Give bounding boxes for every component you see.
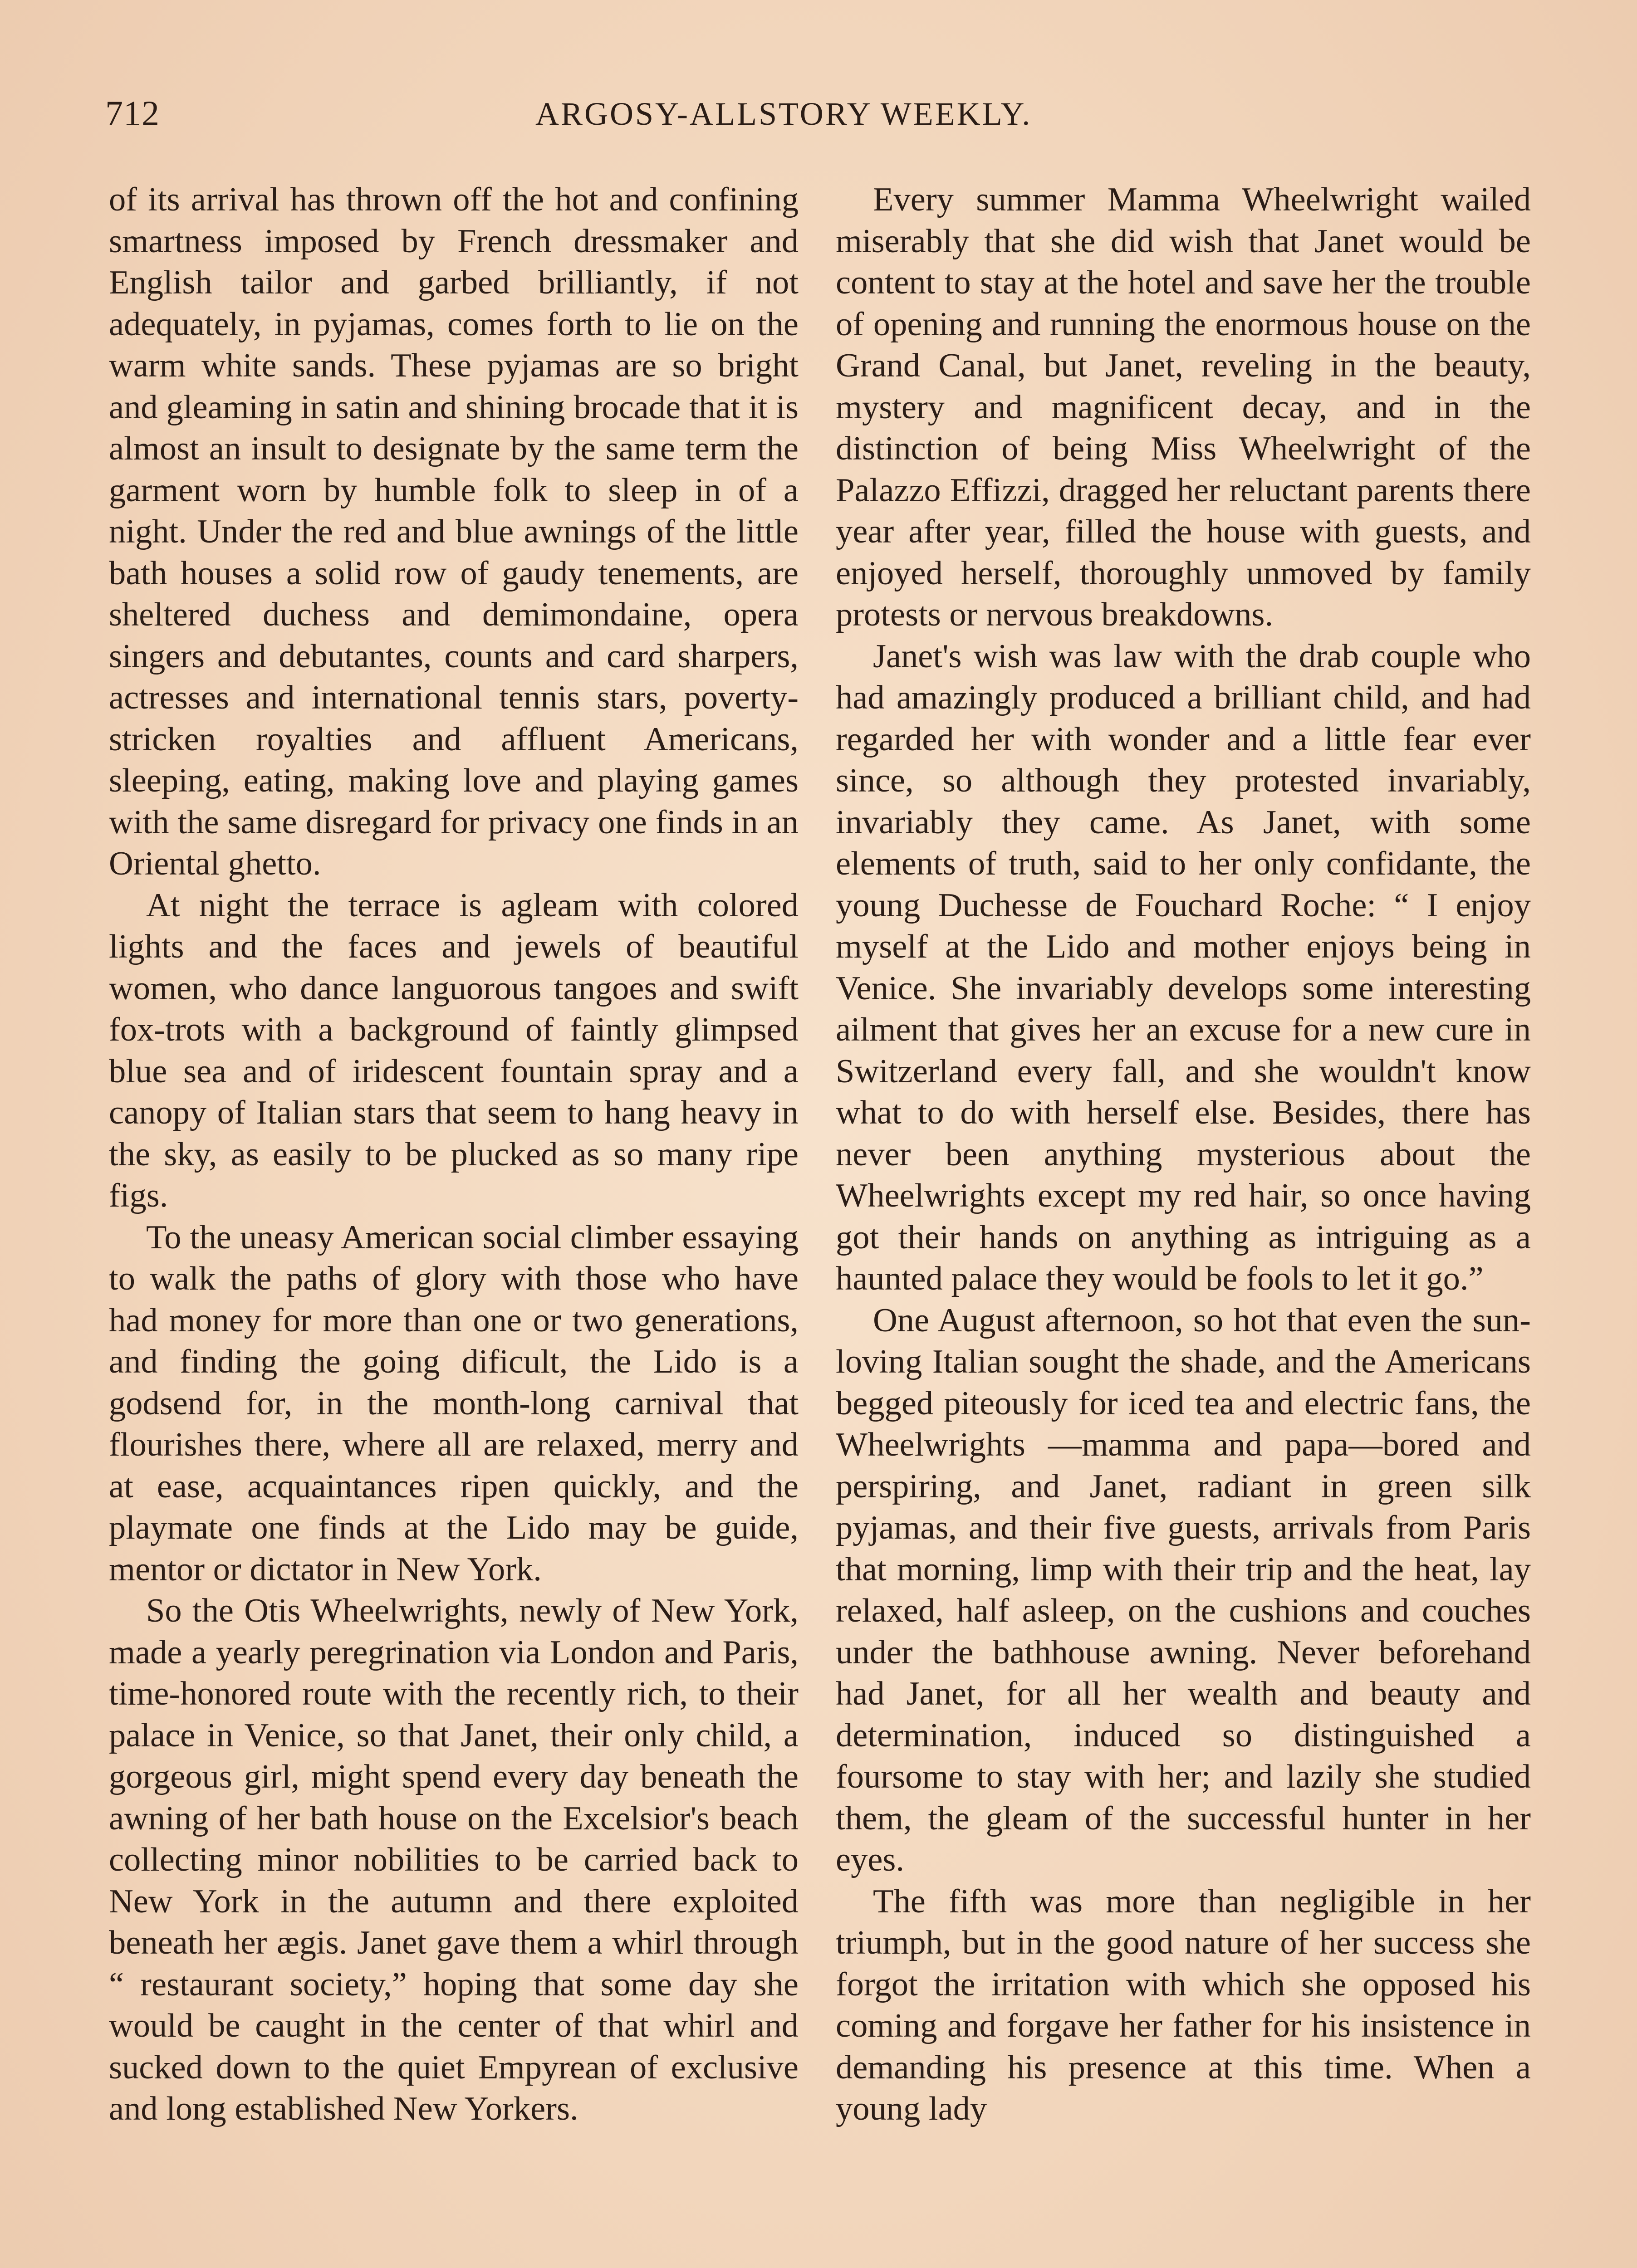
running-title: ARGOSY-ALLSTORY WEEKLY. bbox=[535, 96, 1032, 132]
paragraph: of its arrival has thrown off the hot and confining smartness imposed by French dressmaker and English tailor and garbed brilliantly, if not adequately, in pyjamas, comes forth to lie on the warm white sands. These pyjamas are so bright and gleaming in satin and shining brocade that it is almost an insult to designate by the same term the garment worn by humble folk to sleep in of a night. Under the red and blue awnings of the little bath houses a solid row of gaudy tenements, are sheltered duchess and demimondaine, opera singers and debutantes, counts and card sharpers, actresses and international tennis stars, poverty-stricken royalties and affluent Americans, sleeping, eating, making love and playing games with the same disregard for privacy one finds in an Oriental ghetto. bbox=[109, 181, 799, 882]
left-column bbox=[109, 179, 799, 2130]
paragraph: One August afternoon, so hot that even the sun-loving Italian sought the shade, and the Americans begged piteously for iced tea and electric fans, the Wheelwrights —mamma and papa—bored and perspiring, and Janet, radiant in green silk pyjamas, and their five guests, arrivals from Paris that morning, limp with their trip and the heat, lay relaxed, half asleep, on the cushions and couches under the bathhouse awning. Never beforehand had Janet, for all her wealth and beauty and determination, induced so distinguished a foursome to stay with her; and lazily she studied them, the gleam of the successful hunter in her eyes. bbox=[836, 1301, 1531, 1878]
paragraph: So the Otis Wheelwrights, newly of New York, made a yearly peregrination via London and Paris, time-honored route with the recently rich, to their palace in Venice, so that Janet, their only child, a gorgeous girl, might spend every day beneath the awning of her bath house on the Excelsior's beach collecting minor nobilities to be carried back to New York in the autumn and there exploited beneath her ægis. Janet gave them a whirl through “ restaurant society,” hoping that some day she would be caught in the center of that whirl and sucked down to the quiet Empyrean of exclusive and long established New Yorkers. bbox=[109, 1592, 799, 2127]
paragraph: Every summer Mamma Wheelwright wailed miserably that she did wish that Janet would be content to stay at the hotel and save her the trouble of opening and running the enormous house on the Grand Canal, but Janet, reveling in the beauty, mystery and magnificent decay, and in the distinction of being Miss Wheelwright of the Palazzo Effizzi, dragged her reluctant parents there year after year, filled the house with guests, and enjoyed herself, thoroughly unmoved by family protests or nervous breakdowns. bbox=[836, 181, 1531, 633]
paragraph: To the uneasy American social climber essaying to walk the paths of glory with those who have had money for more than one or two generations, and finding the going dificult, the Lido is a godsend for, in the month-long carnival that flourishes there, where all are relaxed, merry and at ease, acquaintances ripen quickly, and the playmate one finds at the Lido may be guide, mentor or dictator in New York. bbox=[109, 1218, 799, 1588]
paragraph: The fifth was more than negligible in her triumph, but in the good nature of her success she forgot the irritation with which she opposed his coming and forgave her father for his insistence in demanding his presence at this time. When a young lady bbox=[836, 1882, 1531, 2127]
right-column bbox=[836, 179, 1531, 2130]
paragraph: At night the terrace is agleam with colored lights and the faces and jewels of beautiful women, who dance languorous tangoes and swift fox-trots with a background of faintly glimpsed blue sea and of iridescent fountain spray and a canopy of Italian stars that seem to hang heavy in the sky, as easily to be plucked as so many ripe figs. bbox=[109, 886, 799, 1214]
paragraph: Janet's wish was law with the drab couple who had amazingly produced a brilliant child, and had regarded her with wonder and a little fear ever since, so although they protested invariably, invariably they came. As Janet, with some elements of truth, said to her only confidante, the young Duchesse de Fouchard Roche: “ I enjoy myself at the Lido and mother enjoys being in Venice. She invariably develops some interesting ailment that gives her an excuse for a new cure in Switzerland every fall, and she wouldn't know what to do with herself else. Besides, there has never been anything mysterious about the Wheelwrights except my red hair, so once having got their hands on anything as intriguing as a haunted palace they would be fools to let it go.” bbox=[836, 637, 1531, 1297]
page-number: 712 bbox=[105, 93, 160, 133]
